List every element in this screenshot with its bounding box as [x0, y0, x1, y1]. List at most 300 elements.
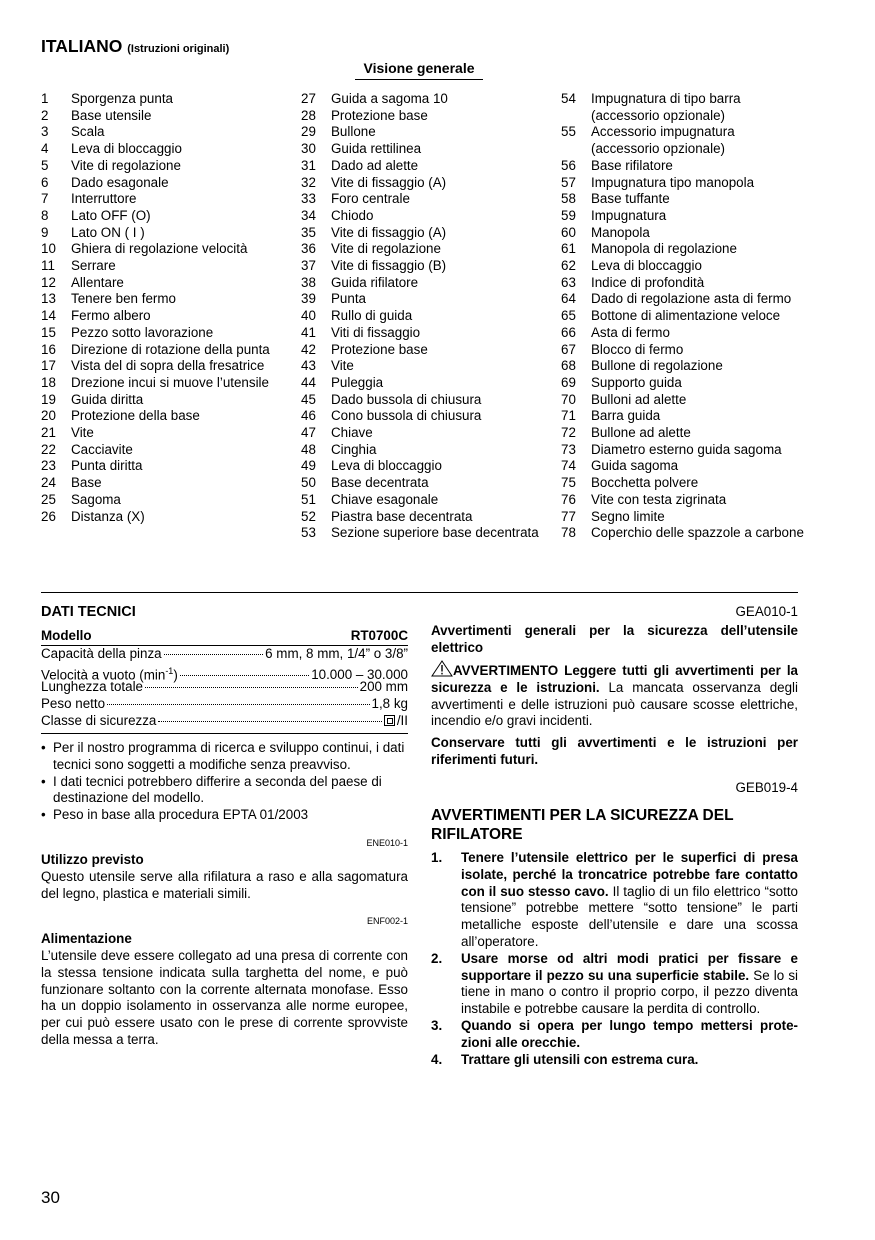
legend-item	[301, 358, 541, 375]
power-title: Alimentazione	[41, 931, 132, 946]
legend-item-number: 16	[41, 341, 56, 357]
legend-item	[301, 225, 541, 242]
spec-label: Capacità della pinza	[41, 645, 162, 661]
legend-item	[301, 124, 541, 141]
legend-item-label: Chiave esagonale	[331, 491, 439, 507]
legend-item-number: 61	[561, 241, 576, 257]
legend-item-number: 46	[301, 408, 316, 424]
legend-item-label: Punta	[331, 291, 366, 307]
legend-item-number: 43	[301, 358, 316, 374]
specs-title: DATI TECNICI	[41, 604, 136, 620]
legend-item-number: 62	[561, 258, 576, 274]
legend-item	[561, 392, 806, 409]
legend-item-label: Impugnatura di tipo barra (accessorio opzionale)	[591, 91, 741, 123]
legend-item	[301, 442, 541, 459]
legend-item-label: Vite	[71, 425, 94, 441]
language-title: ITALIANO	[41, 36, 123, 56]
legend-item-label: Dado esagonale	[71, 174, 169, 190]
spec-row-collet	[41, 646, 408, 663]
legend-item	[301, 258, 541, 275]
legend-item	[41, 241, 281, 258]
legend-item	[41, 509, 281, 526]
spec-label-text: Velocità a vuoto (min	[41, 667, 166, 683]
legend-item	[561, 475, 806, 492]
bullet-icon: •	[41, 807, 46, 823]
legend-item-number: 75	[561, 475, 576, 491]
spec-value: 6 mm, 8 mm, 1/4” o 3/8”	[265, 645, 408, 661]
legend-item-number: 32	[301, 174, 316, 190]
legend-item-label: Sezione superiore base decentrata	[331, 525, 539, 541]
legend-item-label: Rullo di guida	[331, 308, 413, 324]
legend-item-number: 7	[41, 191, 49, 207]
legend-item-label: Dado di regolazione asta di fermo	[591, 291, 792, 307]
legend-item-number: 69	[561, 374, 576, 390]
legend-item-number: 57	[561, 174, 576, 190]
legend-item-number: 51	[301, 491, 316, 507]
legend-item-label: Vite	[331, 358, 354, 374]
legend-item	[301, 291, 541, 308]
legend-item-number: 64	[561, 291, 576, 307]
legend-item-number: 40	[301, 308, 316, 324]
legend-item-number: 53	[301, 525, 316, 541]
legend-item	[561, 525, 806, 542]
safety-item-body	[461, 1052, 798, 1069]
legend-item-number: 33	[301, 191, 316, 207]
legend-item	[41, 492, 281, 509]
legend-item	[301, 425, 541, 442]
legend-item	[41, 258, 281, 275]
leader-dots	[158, 721, 381, 722]
safety-item-body	[461, 1018, 798, 1052]
legend-item-label: Bocchetta polvere	[591, 475, 699, 491]
legend-item-label: Base utensile	[71, 107, 152, 123]
legend-item-label: Allentare	[71, 274, 124, 290]
legend-item-label: Lato ON ( I )	[71, 224, 145, 240]
legend-item-label: Guida rifilatore	[331, 274, 419, 290]
legend-column-2	[301, 91, 541, 542]
legend-item-number: 41	[301, 324, 316, 340]
legend-item	[41, 375, 281, 392]
legend-item-number: 71	[561, 408, 576, 424]
safety-item-body	[461, 850, 798, 951]
safety-item	[431, 1018, 798, 1052]
language-heading	[41, 36, 229, 57]
legend-item	[561, 291, 806, 308]
legend-item-label: Protezione base	[331, 107, 428, 123]
legend-item-label: Manopola di regolazione	[591, 241, 737, 257]
legend-item-label: Drezione incui si muove l’utensile	[71, 374, 269, 390]
legend-item	[41, 475, 281, 492]
legend-item-label: Protezione base	[331, 341, 428, 357]
spec-label-end: )	[173, 667, 178, 683]
spec-row-weight	[41, 696, 408, 713]
legend-item-label: Vite di fissaggio (B)	[331, 258, 447, 274]
legend-item	[301, 458, 541, 475]
legend-item	[561, 342, 806, 359]
legend-item-label: Base tuffante	[591, 191, 670, 207]
legend-item	[301, 91, 541, 108]
legend-column-3	[561, 91, 806, 542]
legend-item-number: 67	[561, 341, 576, 357]
legend-item-number: 34	[301, 207, 316, 223]
spec-model-label: Modello	[41, 628, 92, 643]
legend-item-number: 11	[41, 258, 55, 274]
legend-item-number: 9	[41, 224, 49, 240]
legend-item-number: 52	[301, 508, 316, 524]
legend-item-number: 45	[301, 391, 316, 407]
legend-item	[561, 241, 806, 258]
note-text: Per il nostro programma di ricerca e sviluppo continui, i dati tecnici sono soggetti a modifiche senza preavviso.	[53, 740, 405, 772]
legend-item-number: 65	[561, 308, 576, 324]
legend-item	[561, 425, 806, 442]
legend-item-label: Base decentrata	[331, 475, 429, 491]
spec-row-speed	[41, 663, 408, 683]
warning-bold-text: AVVERTIMENTO Leggere tutti gli avvertimenti per la sicurezza e le istruzioni.	[431, 663, 798, 695]
legend-item-label: Dado bussola di chiusura	[331, 391, 482, 407]
legend-item-number: 1	[41, 91, 49, 106]
spec-label: Classe di sicurezza	[41, 712, 157, 728]
legend-item	[561, 91, 806, 124]
legend-item	[301, 492, 541, 509]
general-warnings-title: Avvertimenti generali per la sicurezza dell’utensile elettrico	[431, 623, 798, 655]
legend-item-number: 8	[41, 207, 49, 223]
legend-item-number: 37	[301, 258, 316, 274]
legend-item-number: 36	[301, 241, 316, 257]
legend-item-number: 35	[301, 224, 316, 240]
safety-item-number: 1.	[431, 850, 443, 865]
intended-use-title: Utilizzo previsto	[41, 852, 144, 867]
specs-notes	[41, 740, 408, 824]
note-item	[41, 807, 408, 824]
legend-item-number: 14	[41, 308, 56, 324]
legend-item-number: 50	[301, 475, 316, 491]
safety-item	[431, 1052, 798, 1069]
bullet-icon: •	[41, 740, 46, 755]
legend-item-label: Direzione di rotazione della punta	[71, 341, 270, 357]
legend-item	[561, 208, 806, 225]
doc-code: GEA010-1	[735, 604, 798, 619]
legend-item-number: 24	[41, 475, 56, 491]
legend-item-number: 44	[301, 374, 316, 390]
legend-item-label: Leva di bloccaggio	[331, 458, 442, 474]
legend-item	[301, 158, 541, 175]
legend-item	[561, 358, 806, 375]
legend-item	[41, 458, 281, 475]
language-note: (Istruzioni originali)	[127, 43, 230, 55]
legend-item	[301, 308, 541, 325]
legend-item-label: Interruttore	[71, 191, 137, 207]
spec-class-text: /II	[396, 712, 408, 728]
legend-item-label: Leva di bloccaggio	[591, 258, 702, 274]
legend-item	[561, 258, 806, 275]
legend-item-label: Manopola	[591, 224, 650, 240]
legend-item-number: 28	[301, 107, 316, 123]
legend-item	[41, 442, 281, 459]
legend-item	[561, 458, 806, 475]
legend-item-number: 20	[41, 408, 56, 424]
legend-item-label: Bullone ad alette	[591, 425, 691, 441]
legend-item-label: Vista del di sopra della fresatrice	[71, 358, 265, 374]
legend-item-number: 5	[41, 157, 49, 173]
legend-item	[301, 208, 541, 225]
legend-item-label: Puleggia	[331, 374, 384, 390]
legend-item-label: Impugnatura tipo manopola	[591, 174, 755, 190]
legend-item-label: Pezzo sotto lavorazione	[71, 324, 214, 340]
legend-item-number: 19	[41, 391, 56, 407]
legend-item-number: 72	[561, 425, 576, 441]
safety-item-body	[461, 951, 798, 1018]
legend-item-label: Protezione della base	[71, 408, 200, 424]
legend-item-number: 49	[301, 458, 316, 474]
safety-item	[431, 850, 798, 951]
legend-item-label: Guida diritta	[71, 391, 144, 407]
legend-item	[561, 325, 806, 342]
legend-item-label: Accessorio impugnatura (accessorio opzionale)	[591, 124, 735, 157]
legend-item	[301, 141, 541, 158]
legend-item-number: 47	[301, 425, 316, 441]
trimmer-safety-list	[431, 850, 798, 1068]
safety-item-bold: Tenere l’utensile elettrico per le superfici di presa isolate, perché la troncatrice potrebbe fare contatto con il suo stesso cavo.	[461, 850, 798, 899]
legend-item-label: Diametro esterno guida sagoma	[591, 441, 782, 457]
legend-item-label: Impugnatura	[591, 207, 667, 223]
legend-item-label: Blocco di fermo	[591, 341, 684, 357]
double-insulation-icon	[384, 715, 395, 726]
note-text: I dati tecnici potrebbero differire a seconda del paese di destinazione del modello.	[53, 773, 382, 806]
legend-item	[561, 509, 806, 526]
legend-item-label: Tenere ben fermo	[71, 291, 176, 307]
legend-item	[41, 308, 281, 325]
warning-text: La mancata osservanza degli avvertimenti e delle istruzioni può causare scosse elettriche, incendio e/o gravi incidenti.	[431, 679, 798, 729]
legend-item-label: Sporgenza punta	[71, 91, 173, 106]
safety-item-text: Se lo si tiene in mano o contro il proprio corpo, il pezzo diventa instabile e potrebbe causare la perdita di controllo.	[461, 967, 798, 1017]
legend-item	[561, 191, 806, 208]
legend-item	[41, 191, 281, 208]
legend-item-number: 68	[561, 358, 576, 374]
legend-item	[41, 141, 281, 158]
legend-item-number: 56	[561, 157, 576, 173]
legend-item-number: 10	[41, 241, 56, 257]
legend-item-number: 2	[41, 107, 49, 123]
legend-item-label: Chiave	[331, 425, 373, 441]
keep-instructions: Conservare tutti gli avvertimenti e le istruzioni per riferimenti futuri.	[431, 735, 798, 767]
legend-item-label: Cacciavite	[71, 441, 133, 457]
legend-item	[41, 91, 281, 108]
legend-item-label: Dado ad alette	[331, 157, 419, 173]
legend-item	[41, 208, 281, 225]
page-number: 30	[41, 1188, 60, 1207]
leader-dots	[164, 654, 264, 655]
legend-item-label: Piastra base decentrata	[331, 508, 473, 524]
legend-item	[41, 342, 281, 359]
spec-model-value: RT0700C	[350, 628, 408, 643]
legend-item-number: 66	[561, 324, 576, 340]
legend-item-label: Distanza (X)	[71, 508, 145, 524]
doc-code: ENE010-1	[366, 838, 408, 848]
section-divider	[41, 592, 798, 593]
legend-item-number: 25	[41, 491, 56, 507]
leader-dots	[145, 687, 358, 688]
legend-item	[41, 291, 281, 308]
legend-item-number: 17	[41, 358, 56, 374]
note-item	[41, 774, 408, 808]
legend-item	[301, 191, 541, 208]
legend-item	[561, 492, 806, 509]
legend-item	[301, 175, 541, 192]
legend-item	[41, 392, 281, 409]
legend-item-label: Cono bussola di chiusura	[331, 408, 482, 424]
note-text: Peso in base alla procedura EPTA 01/2003	[53, 807, 309, 823]
legend-item-label: Coperchio delle spazzole a carbone	[591, 525, 804, 541]
legend-item-number: 74	[561, 458, 576, 474]
legend-item	[41, 124, 281, 141]
legend-item	[561, 158, 806, 175]
safety-item-bold: Trattare gli utensili con estrema cura.	[461, 1051, 699, 1067]
legend-item-number: 4	[41, 141, 49, 157]
legend-item-number: 27	[301, 91, 316, 106]
legend-item	[561, 124, 806, 157]
legend-item-label: Sagoma	[71, 491, 121, 507]
legend-item-number: 31	[301, 157, 316, 173]
legend-item-number: 30	[301, 141, 316, 157]
legend-item-label: Viti di fissaggio	[331, 324, 421, 340]
legend-item-label: Ghiera di regolazione velocità	[71, 241, 248, 257]
trimmer-safety-title: AVVERTIMENTI PER LA SICUREZZA DEL RIFILATORE	[431, 807, 734, 843]
legend-item	[301, 509, 541, 526]
legend-item-label: Bottone di alimentazione veloce	[591, 308, 781, 324]
safety-item	[431, 951, 798, 1018]
legend-item-label: Scala	[71, 124, 105, 140]
legend-item-number: 48	[301, 441, 316, 457]
legend-item-number: 58	[561, 191, 576, 207]
legend-item-number: 60	[561, 224, 576, 240]
legend-item-number: 78	[561, 525, 576, 541]
legend-item	[41, 275, 281, 292]
legend-item-label: Punta diritta	[71, 458, 143, 474]
legend-item-number: 76	[561, 491, 576, 507]
legend-item	[301, 241, 541, 258]
safety-item-bold: Quando si opera per lungo tempo mettersi protezioni alle orecchie.	[461, 1017, 798, 1050]
legend-item	[301, 375, 541, 392]
legend-item-label: Base rifilatore	[591, 157, 673, 173]
legend-item-label: Bulloni ad alette	[591, 391, 687, 407]
warning-triangle-icon	[431, 660, 453, 677]
legend-item	[41, 408, 281, 425]
legend-item-number: 54	[561, 91, 576, 106]
legend-item-label: Lato OFF (O)	[71, 207, 151, 223]
legend-item-number: 3	[41, 124, 49, 140]
legend-item-label: Bullone	[331, 124, 376, 140]
legend-item-number: 42	[301, 341, 316, 357]
legend-item-number: 38	[301, 274, 316, 290]
safety-item-number: 2.	[431, 950, 443, 966]
power-text: L’utensile deve essere collegato ad una presa di corrente con la stessa tensione indicata sulla targhetta del nome, e può funzionare soltanto con la corrente alternata monofase. Esso ha un doppio isolamento in osservanza alle norme europee, per cui può essere usato con le prese di corrente sprovviste della messa a terra.	[41, 948, 408, 1047]
legend-item-label: Vite con testa zigrinata	[591, 491, 727, 507]
legend-item	[561, 408, 806, 425]
bullet-icon: •	[41, 773, 46, 789]
legend-item-number: 6	[41, 174, 49, 190]
leader-dots	[180, 675, 309, 676]
spec-value	[384, 713, 408, 730]
legend-item-number: 73	[561, 441, 576, 457]
specs-table	[41, 628, 408, 730]
legend-item-number: 21	[41, 425, 56, 441]
legend-item	[301, 275, 541, 292]
legend-item	[41, 425, 281, 442]
legend-item	[41, 358, 281, 375]
legend-item-label: Foro centrale	[331, 191, 410, 207]
legend-item	[561, 442, 806, 459]
safety-item-text: Il taglio di un filo elettrico “sotto tensione” potrebbe mettere “sotto tensione” le parti metalliche esposte dell’utensile e dare una scossa all’operatore.	[461, 883, 799, 949]
intended-use-text: Questo utensile serve alla rifilatura a raso e alla sagomatura del legno, plastica e materiali simili.	[41, 869, 408, 901]
legend-item	[301, 325, 541, 342]
spec-model-row	[41, 628, 408, 645]
legend-item-number: 59	[561, 207, 576, 223]
legend-item-number: 29	[301, 124, 316, 140]
legend-item	[301, 475, 541, 492]
overview-title: Visione generale	[355, 60, 483, 80]
legend-item-number: 39	[301, 291, 316, 307]
legend-item	[301, 408, 541, 425]
legend-item	[41, 225, 281, 242]
legend-item-label: Serrare	[71, 258, 116, 274]
legend-item-number: 26	[41, 508, 56, 524]
doc-code: GEB019-4	[735, 780, 798, 795]
note-item	[41, 740, 408, 774]
legend-item-number: 63	[561, 274, 576, 290]
legend-item-label: Asta di fermo	[591, 324, 670, 340]
legend-item-number: 13	[41, 291, 56, 307]
legend-item	[301, 108, 541, 125]
spec-value: 1,8 kg	[371, 696, 408, 712]
legend-item	[41, 325, 281, 342]
spec-label: Lunghezza totale	[41, 679, 143, 695]
legend-item-label: Barra guida	[591, 408, 661, 424]
legend-item-label: Cinghia	[331, 441, 377, 457]
legend-item-number: 22	[41, 441, 56, 457]
legend-item-label: Segno limite	[591, 508, 665, 524]
legend-item	[41, 175, 281, 192]
legend-item-label: Guida a sagoma 10	[331, 91, 448, 106]
spec-row-class	[41, 713, 408, 730]
legend-item	[561, 175, 806, 192]
safety-item-number: 3.	[431, 1017, 443, 1033]
legend-item-label: Supporto guida	[591, 374, 682, 390]
legend-item	[41, 108, 281, 125]
doc-code: ENF002-1	[366, 916, 408, 926]
legend-item-number: 55	[561, 124, 576, 140]
legend-column-1	[41, 91, 281, 525]
specs-divider	[41, 733, 408, 734]
legend-item-label: Vite di fissaggio (A)	[331, 224, 447, 240]
legend-item	[301, 392, 541, 409]
legend-item-label: Vite di regolazione	[331, 241, 441, 257]
legend-item	[561, 275, 806, 292]
legend-item-label: Bullone di regolazione	[591, 358, 723, 374]
spec-label-sup: -1	[165, 665, 174, 676]
legend-item	[561, 225, 806, 242]
legend-item-number: 12	[41, 274, 56, 290]
legend-item-label: Leva di bloccaggio	[71, 141, 182, 157]
spec-value: 10.000 – 30.000	[311, 667, 408, 683]
legend-item-label: Vite di fissaggio (A)	[331, 174, 447, 190]
legend-item-label: Indice di profondità	[591, 274, 705, 290]
legend-item-label: Base	[71, 475, 102, 491]
safety-item-bold: Usare morse od altri modi pratici per fissare e supportare il pezzo su una superficie stabile.	[461, 950, 798, 983]
legend-item	[561, 375, 806, 392]
spec-value: 200 mm	[359, 679, 408, 695]
general-warning-paragraph	[431, 660, 798, 730]
legend-item-label: Vite di regolazione	[71, 157, 181, 173]
